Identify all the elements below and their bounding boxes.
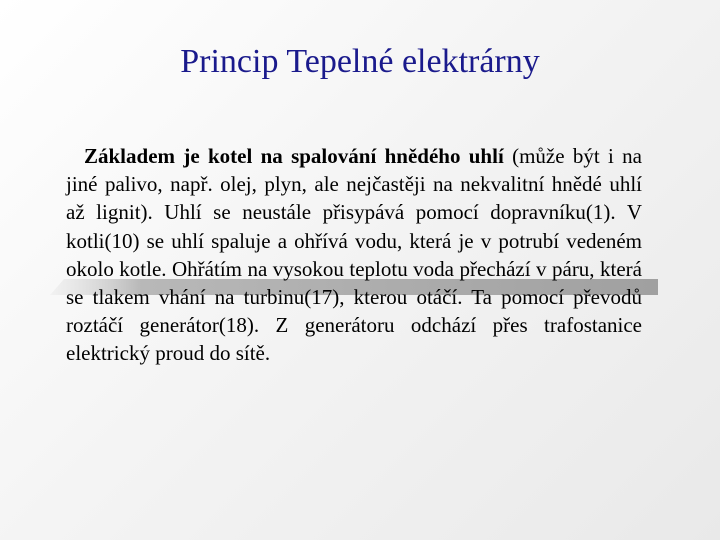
lead-text: Základem je kotel na spalování hnědého uhlí — [84, 144, 504, 168]
slide-title: Princip Tepelné elektrárny — [180, 43, 540, 80]
body-text: (může být i na jiné palivo, např. olej, plyn, ale nejčastěji na nekvalitní hnědé uhlí až lignit). Uhlí se neustále přisypává pomocí dopravníku(1). V kotli(10) se uhlí spaluje a ohřívá vodu, která je v potrubí vedeném okolo kotle. Ohřátím na vysokou teplotu voda přechází v páru, která se tlakem vhání na turbinu(17), kterou otáčí. Ta pomocí převodů roztáčí generátor(18). Z generátoru odchází přes trafostanice elektrický proud do sítě. — [66, 144, 642, 366]
body-paragraph — [66, 142, 642, 368]
